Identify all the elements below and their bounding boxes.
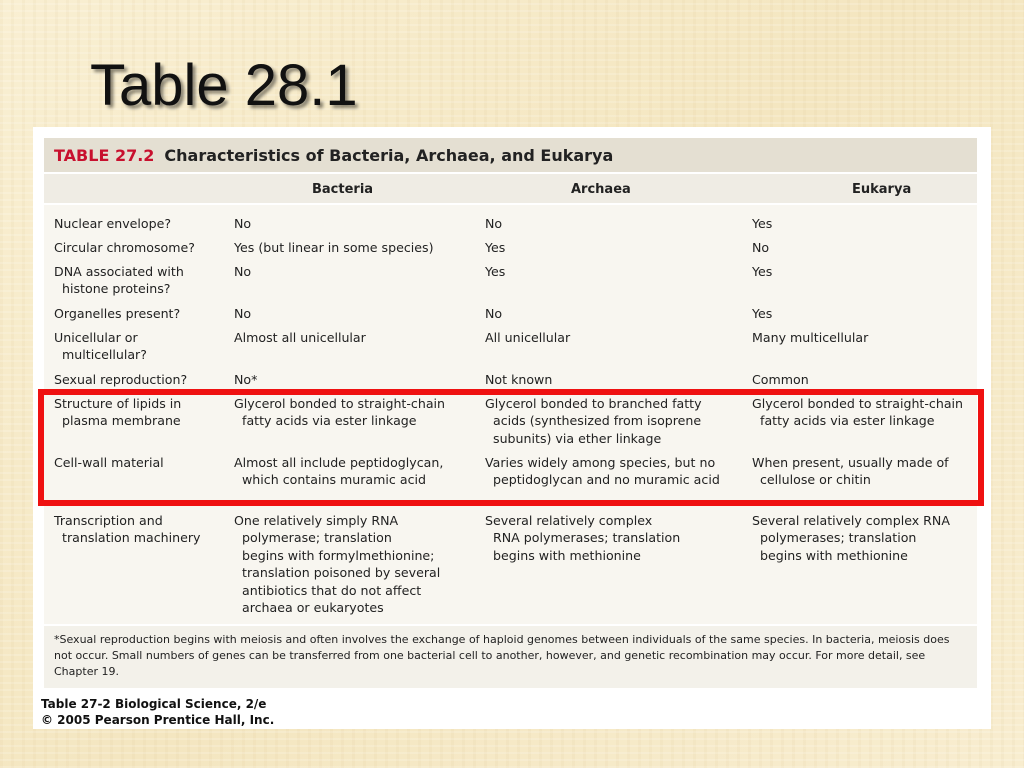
eukarya-cell: Many multicellular xyxy=(752,330,869,345)
archaea-cell: No xyxy=(485,216,503,231)
highlight-box xyxy=(38,389,984,506)
feature-cell: Transcription and translation machinery xyxy=(54,513,201,546)
archaea-cell: Several relatively complex RNA polymerases; translation begins with methionine xyxy=(485,513,681,563)
table-caption-bar xyxy=(44,138,977,172)
archaea-cell: Glycerol bonded to branched fatty acids (synthesized from isoprene subunits) via ether linkage xyxy=(485,396,702,446)
column-header-bacteria: Bacteria xyxy=(312,182,374,197)
feature-cell: Nuclear envelope? xyxy=(54,216,172,231)
source-credit xyxy=(41,696,274,728)
bacteria-cell: No* xyxy=(234,372,258,387)
eukarya-cell: Yes xyxy=(752,264,773,279)
column-header-eukarya: Eukarya xyxy=(852,182,912,197)
bacteria-cell: No xyxy=(234,264,252,279)
feature-cell: Cell-wall material xyxy=(54,455,164,470)
eukarya-cell: Yes xyxy=(752,216,773,231)
feature-cell: Unicellular or multicellular? xyxy=(54,330,147,363)
column-headers xyxy=(44,172,977,205)
bacteria-cell: Yes (but linear in some species) xyxy=(234,240,434,255)
archaea-cell: Yes xyxy=(485,264,506,279)
eukarya-cell: Common xyxy=(752,372,809,387)
eukarya-cell: No xyxy=(752,240,770,255)
bacteria-cell: Glycerol bonded to straight-chain fatty acids via ester linkage xyxy=(234,396,446,429)
eukarya-cell: Yes xyxy=(752,306,773,321)
archaea-cell: Not known xyxy=(485,372,553,387)
feature-cell: Circular chromosome? xyxy=(54,240,195,255)
slide-title: Table 28.1 xyxy=(90,53,358,118)
archaea-cell: All unicellular xyxy=(485,330,571,345)
table-number: TABLE 27.2 xyxy=(54,145,155,165)
bacteria-cell: One relatively simply RNA polymerase; translation begins with formylmethionine; translation poisoned by several antibiotics that do not affect archaea or eukaryotes xyxy=(234,513,441,616)
archaea-cell: No xyxy=(485,306,503,321)
archaea-cell: Varies widely among species, but no peptidoglycan and no muramic acid xyxy=(485,455,720,488)
bacteria-cell: Almost all unicellular xyxy=(234,330,366,345)
copyright-line: © 2005 Pearson Prentice Hall, Inc. xyxy=(41,713,275,727)
eukarya-cell: Glycerol bonded to straight-chain fatty acids via ester linkage xyxy=(752,396,964,429)
table-caption: Characteristics of Bacteria, Archaea, and Eukarya xyxy=(164,145,614,165)
archaea-cell: Yes xyxy=(485,240,506,255)
eukarya-cell: When present, usually made of cellulose or chitin xyxy=(752,455,949,488)
column-header-archaea: Archaea xyxy=(571,182,631,197)
feature-cell: Structure of lipids in plasma membrane xyxy=(54,396,182,429)
bacteria-cell: Almost all include peptidoglycan, which contains muramic acid xyxy=(234,455,444,488)
feature-cell: Organelles present? xyxy=(54,306,181,321)
bacteria-cell: No xyxy=(234,306,252,321)
eukarya-cell: Several relatively complex RNA polymerases; translation begins with methionine xyxy=(752,513,950,563)
feature-cell: DNA associated with histone proteins? xyxy=(54,264,184,297)
feature-cell: Sexual reproduction? xyxy=(54,372,188,387)
credit-line: Table 27-2 Biological Science, 2/e xyxy=(41,697,267,711)
bacteria-cell: No xyxy=(234,216,252,231)
table-footnote: *Sexual reproduction begins with meiosis and often involves the exchange of haploid genomes between individuals of the same species. In bacteria, meiosis does not occur. Small numbers of genes can be transferred from one bacterial cell to another, however, and genetic recombination may occur. For more detail, see Chapter 19. xyxy=(44,624,977,688)
